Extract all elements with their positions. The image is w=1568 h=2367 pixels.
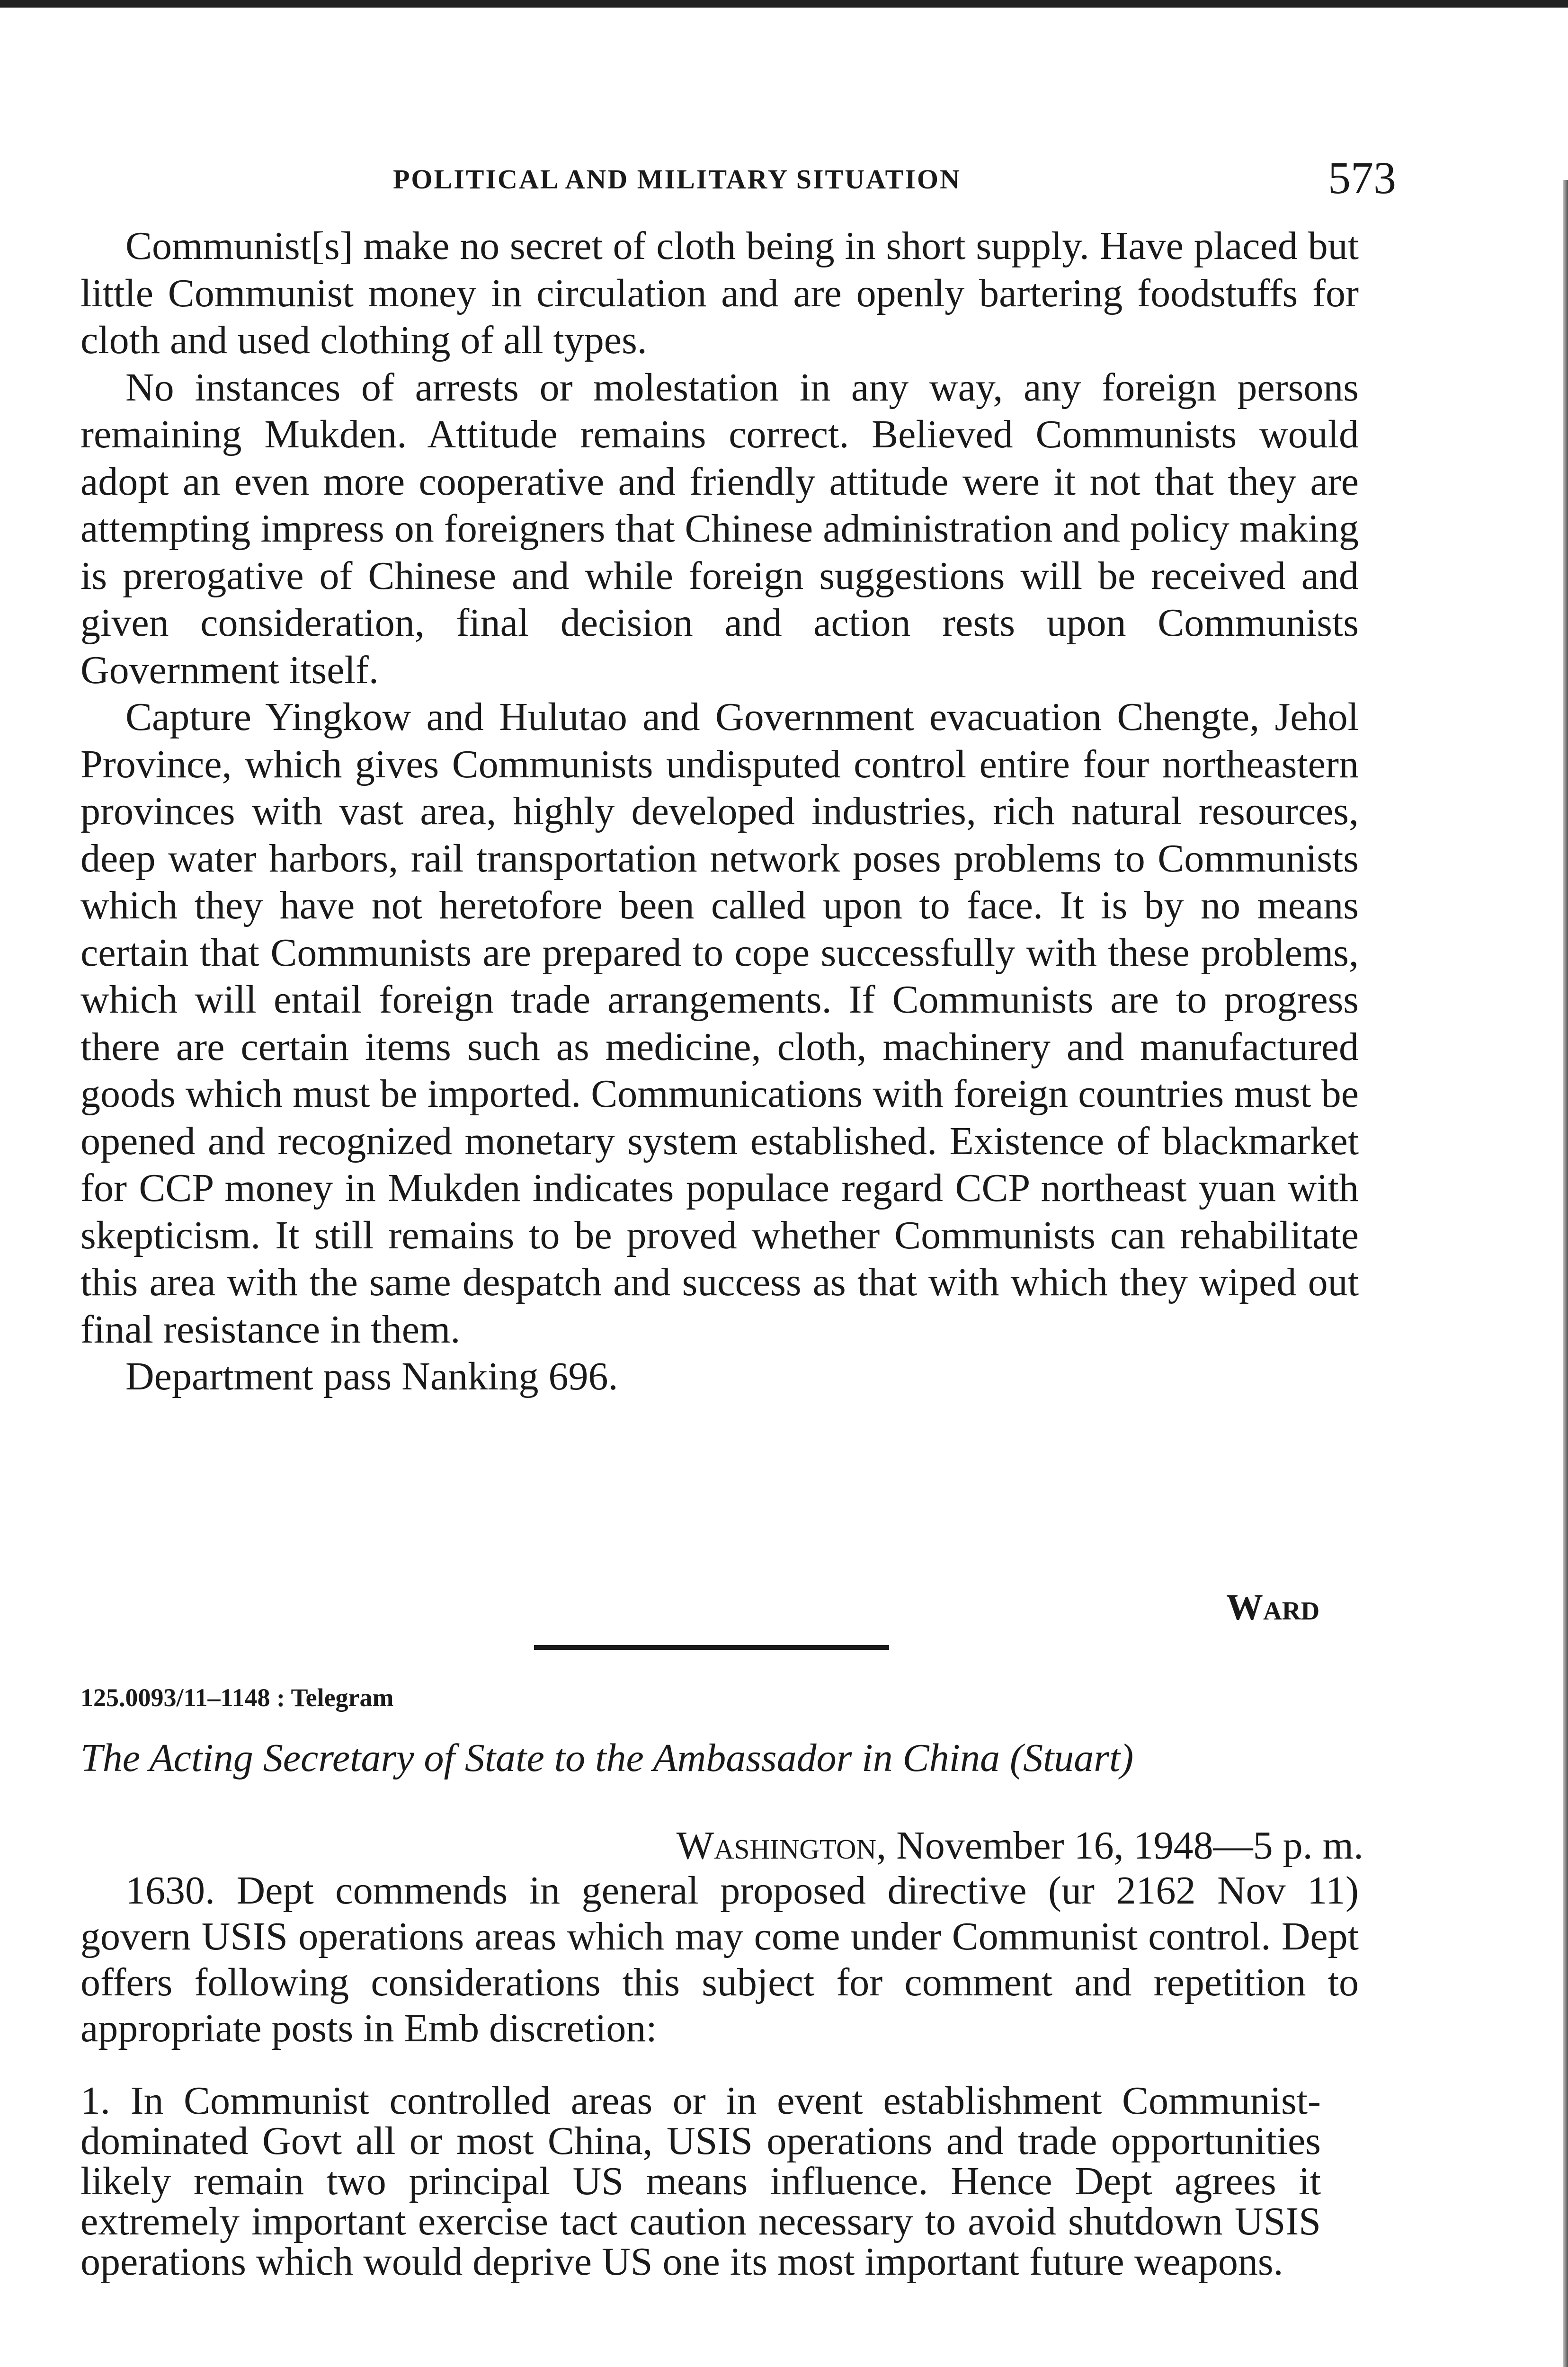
telegram-2-paragraph: 1630. Dept commends in general proposed directive (ur 2162 Nov 11) govern USIS operations areas which may come under Communist control. Dept offers following considerations this subject for comment and repetition to appropriate posts in Emb discretion: [80, 1869, 1359, 2050]
body-paragraph-1: Communist[s] make no secret of cloth being in short supply. Have placed but little Communist money in circulation and are openly bartering foodstuffs for cloth and used clothing of all types. [80, 224, 1359, 362]
running-head: POLITICAL AND MILITARY SITUATION [393, 164, 961, 195]
dateline-date: November 16, 1948—5 p. m. [886, 1824, 1363, 1868]
body-paragraph-2: No instances of arrests or molestation in any way, any foreign persons remaining Mukden. Attitude remains correct. Believed Communists would adopt an even more cooperative and friendly attitude were it not that they are attempting impress on foreigners that Chinese administration and policy making is prerogative of Chinese and while foreign suggestions will be received and given consideration, final decision and action rests upon Communists Government itself. [80, 365, 1359, 692]
scan-right-edge [1563, 180, 1568, 2367]
body-paragraph-3: Capture Yingkow and Hulutao and Government evacuation Chengte, Jehol Province, which gives Communists undisputed control entire four northeastern provinces with vast area, highly developed industries, rich natural resources, deep water harbors, rail transportation network poses problems to Communists which they have not heretofore been called upon to face. It is by no means certain that Communists are prepared to cope successfully with these problems, which will entail foreign trade arrangements. If Communists are to progress there are certain items such as medicine, cloth, machinery and manufactured goods which must be imported. Communications with foreign countries must be opened and recognized monetary system established. Existence of blackmarket for CCP money in Mukden indicates populace regard CCP northeast yuan with skepticism. It still remains to be proved whether Communists can rehabilitate this area with the same despatch and success as that with which they wiped out final resistance in them. [80, 695, 1359, 1352]
telegram-2-body [80, 1868, 1359, 2051]
top-edge-rule [0, 0, 1568, 8]
signature: Ward [1226, 1586, 1320, 1628]
dateline-place: Washington, [676, 1824, 887, 1868]
section-divider [534, 1645, 889, 1650]
point-1: 1. In Communist controlled areas or in event establishment Communist-dominated Govt all or most China, USIS operations and trade opportunities likely remain two principal US means influence. Hence Dept agrees it extremely important exercise tact caution necessary to avoid shutdown USIS operations which would deprive US one its most important future weapons. [80, 2079, 1321, 2284]
dateline [507, 1823, 1363, 1869]
telegram-body [80, 222, 1359, 1400]
body-paragraph-4: Department pass Nanking 696. [125, 1354, 618, 1398]
page-number: 573 [1328, 152, 1396, 203]
document-title: The Acting Secretary of State to the Ambassador in China (Stuart) [80, 1736, 1134, 1780]
file-reference: 125.0093/11–1148 : Telegram [80, 1683, 394, 1712]
